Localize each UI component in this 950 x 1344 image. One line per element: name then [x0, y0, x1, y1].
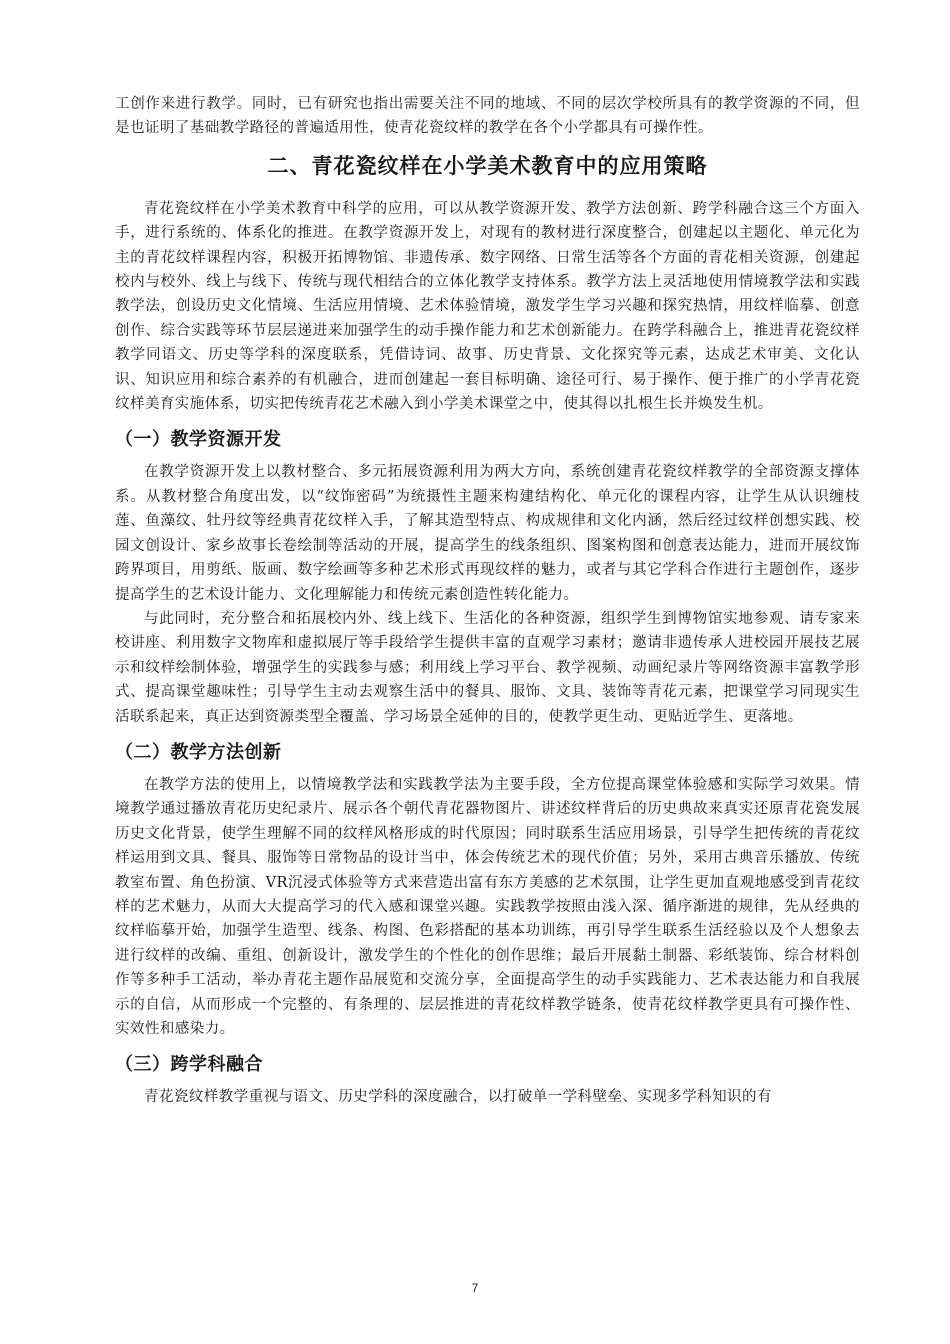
page-number: 7 — [471, 1281, 479, 1295]
methods-paragraph: 在教学方法的使用上，以情境教学法和实践教学法为主要手段，全方位提高课堂体验感和实际学习效果。情境教学通过播放青花历史纪录片、展示各个朝代青花器物图片、讲述纹样背后的历史典故来真实还原青花瓷发展历史文化背景，使学生理解不同的纹样风格形成的时代原因；同时联系生活应用场景，引导学生把传统的青花纹样运用到文具、餐具、服饰等日常物品的设计当中，体会传统艺术的现代价值；另外，采用古典音乐播放、传统教室布置、角色扮演、VR沉浸式体验等方式来营造出富有东方美感的艺术氛围，让学生更加直观地感受到青花纹样的艺术魅力，从而大大提高学习的代入感和课堂兴趣。实践教学按照由浅入深、循序渐进的规律，先从经典的纹样临摹开始，加强学生造型、线条、构图、色彩搭配的基本功训练，再引导学生联系生活经验以及个人想象去进行纹样的改编、重组、创新设计，激发学生的个性化的创作思维；最后开展黏土制器、彩纸装饰、综合材料创作等多种手工活动，举办青花主题作品展览和交流分享，全面提高学生的动手实践能力、艺术表达能力和自我展示的自信，从而形成一个完整的、有条理的、层层推进的青花纹样教学链条，使青花纹样教学更具有可操作性、实效性和感染力。 — [115, 776, 860, 1037]
intro-continuation-paragraph: 工创作来进行教学。同时，已有研究也指出需要关注不同的地域、不同的层次学校所具有的教学资源的不同，但是也证明了基础教学路径的普遍适用性，使青花瓷纹样的教学在各个小学都具有可操作性。 — [115, 96, 860, 137]
interdisciplinary-paragraph: 青花瓷纹样教学重视与语文、历史学科的深度融合，以打破单一学科壁垒、实现多学科知识的有 — [144, 1089, 772, 1106]
subheading-resources: （一）教学资源开发 — [115, 429, 282, 451]
page-content — [115, 92, 860, 1110]
subheading-interdisciplinary: （三）跨学科融合 — [115, 1054, 263, 1076]
resources-paragraph-2: 与此同时，充分整合和拓展校内外、线上线下、生活化的各种资源，组织学生到博物馆实地参观、请专家来校讲座、利用数字文物库和虚拟展厅等手段给学生提供丰富的直观学习素材；邀请非遗传承人进校园开展技艺展示和纹样绘制体验，增强学生的实践参与感；利用线上学习平台、教学视频、动画纪录片等网络资源丰富教学形式、提高课堂趣味性；引导学生主动去观察生活中的餐具、服饰、文具、装饰等青花元素，把课堂学习同现实生活联系起来，真正达到资源类型全覆盖、学习场景全延伸的目的，使教学更生动、更贴近学生、更落地。 — [115, 610, 860, 725]
section-heading: 二、青花瓷纹样在小学美术教育中的应用策略 — [267, 153, 708, 178]
subheading-methods: （二）教学方法创新 — [115, 741, 282, 763]
section-overview-paragraph: 青花瓷纹样在小学美术教育中科学的应用，可以从教学资源开发、教学方法创新、跨学科融合这三个方面入手，进行系统的、体系化的推进。在教学资源开发上，对现有的教材进行深度整合，创建起以主题化、单元化为主的青花纹样课程内容，积极开拓博物馆、非遗传承、数字网络、日常生活等各个方面的青花相关资源，创建起校内与校外、线上与线下、传统与现代相结合的立体化教学支持体系。教学方法上灵活地使用情境教学法和实践教学法，创设历史文化情境、生活应用情境、艺术体验情境，激发学生学习兴趣和探究热情，用纹样临摹、创意创作、综合实践等环节层层递进来加强学生的动手操作能力和艺术创新能力。在跨学科融合上，推进青花瓷纹样教学同语文、历史等学科的深度联系，凭借诗词、故事、历史背景、文化探究等元素，达成艺术审美、文化认识、知识应用和综合素养的有机融合，进而创建起一套目标明确、途径可行、易于操作、便于推广的小学青花瓷纹样美育实施体系，切实把传统青花艺术融入到小学美术课堂之中，使其得以扎根生长并焕发生机。 — [115, 200, 860, 413]
resources-paragraph-1: 在教学资源开发上以教材整合、多元拓展资源利用为两大方向，系统创建青花瓷纹样教学的全部资源支撑体系。从教材整合角度出发，以“纹饰密码”为统摄性主题来构建结构化、单元化的课程内容，让学生从认识缠枝莲、鱼藻纹、牡丹纹等经典青花纹样入手，了解其造型特点、构成规律和文化内涵，然后经过纹样创想实践、校园文创设计、家乡故事长卷绘制等活动的开展，提高学生的线条组织、图案构图和创意表达能力，进而开展纹饰跨界项目，用剪纸、版画、数字绘画等多种艺术形式再现纹样的魅力，或者与其它学科合作进行主题创作，逐步提高学生的艺术设计能力、文化理解能力和传统元素创造性转化能力。 — [115, 464, 860, 603]
